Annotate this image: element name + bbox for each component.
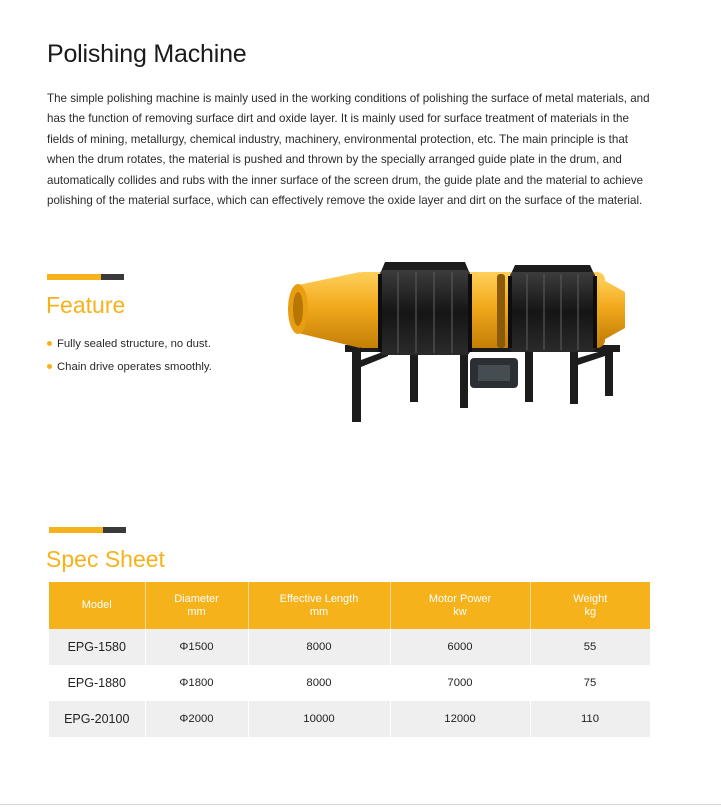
header-name: Effective Length: [279, 592, 359, 605]
feature-section-bar: [47, 274, 124, 280]
cell-model: EPG-1880: [49, 665, 145, 701]
header-unit: kg: [584, 605, 597, 618]
cell-diameter: Φ1500: [145, 629, 248, 665]
cell-diameter: Φ2000: [145, 701, 248, 737]
spec-header-row: [49, 582, 650, 629]
cell-weight: 55: [530, 629, 650, 665]
motor-unit: [470, 358, 518, 388]
bullet-icon: [47, 364, 52, 369]
table-row: [49, 629, 650, 665]
cell-model: EPG-20100: [49, 701, 145, 737]
screen-cage-2: [508, 265, 597, 352]
table-row: [49, 665, 650, 701]
cell-power: 6000: [390, 629, 530, 665]
spec-section-bar: [49, 527, 126, 533]
feature-item-label: Chain drive operates smoothly.: [57, 360, 212, 373]
bar-dark: [101, 274, 124, 280]
header-diameter: [145, 582, 248, 629]
cell-length: 10000: [248, 701, 390, 737]
screen-cage-1: [378, 262, 472, 355]
cell-weight: 75: [530, 665, 650, 701]
cell-power: 7000: [390, 665, 530, 701]
header-name: Model: [81, 599, 112, 611]
bar-dark: [103, 527, 126, 533]
page-title: Polishing Machine: [47, 40, 247, 68]
spec-table: [49, 582, 651, 737]
page-divider: [0, 804, 721, 805]
header-model: [49, 582, 145, 629]
chain-ring: [497, 274, 505, 348]
header-motor-power: [390, 582, 530, 629]
header-name: Diameter: [174, 592, 219, 605]
header-weight: [530, 582, 650, 629]
cell-length: 8000: [248, 629, 390, 665]
list-item: [47, 355, 212, 378]
header-unit: kw: [453, 605, 467, 618]
cell-power: 12000: [390, 701, 530, 737]
cell-diameter: Φ1800: [145, 665, 248, 701]
feature-title: Feature: [46, 292, 126, 318]
intro-paragraph: The simple polishing machine is mainly used in the working conditions of polishing the surface of metal materials, and has the function of removing surface dirt and oxide layer. It is mainly used for surface treatment of materials in the fields of mining, metallurgy, chemical industry, machinery, environmental protection, etc. The main principle is that when the drum rotates, the material is pushed and thrown by the specially arranged guide plate in the drum, and automatically collides and rubs with the inner surface of the screen drum, the guide plate and the material to achieve polishing of the material surface, which can effectively remove the oxide layer and dirt on the surface of the material.: [47, 92, 650, 208]
header-unit: mm: [187, 605, 206, 618]
polishing-machine-image: [270, 250, 630, 425]
cell-length: 8000: [248, 665, 390, 701]
spec-title: Spec Sheet: [46, 546, 165, 572]
feature-item-label: Fully sealed structure, no dust.: [57, 337, 211, 350]
bar-accent: [49, 527, 103, 533]
cell-weight: 110: [530, 701, 650, 737]
intake-cone: [288, 272, 360, 348]
header-name: Motor Power: [428, 592, 492, 605]
cell-model: EPG-1580: [49, 629, 145, 665]
table-row: [49, 701, 650, 737]
bar-accent: [47, 274, 101, 280]
list-item: [47, 332, 212, 355]
bullet-icon: [47, 341, 52, 346]
header-unit: mm: [309, 605, 329, 618]
feature-list: [47, 332, 212, 378]
header-name: Weight: [573, 592, 608, 605]
header-effective-length: [248, 582, 390, 629]
